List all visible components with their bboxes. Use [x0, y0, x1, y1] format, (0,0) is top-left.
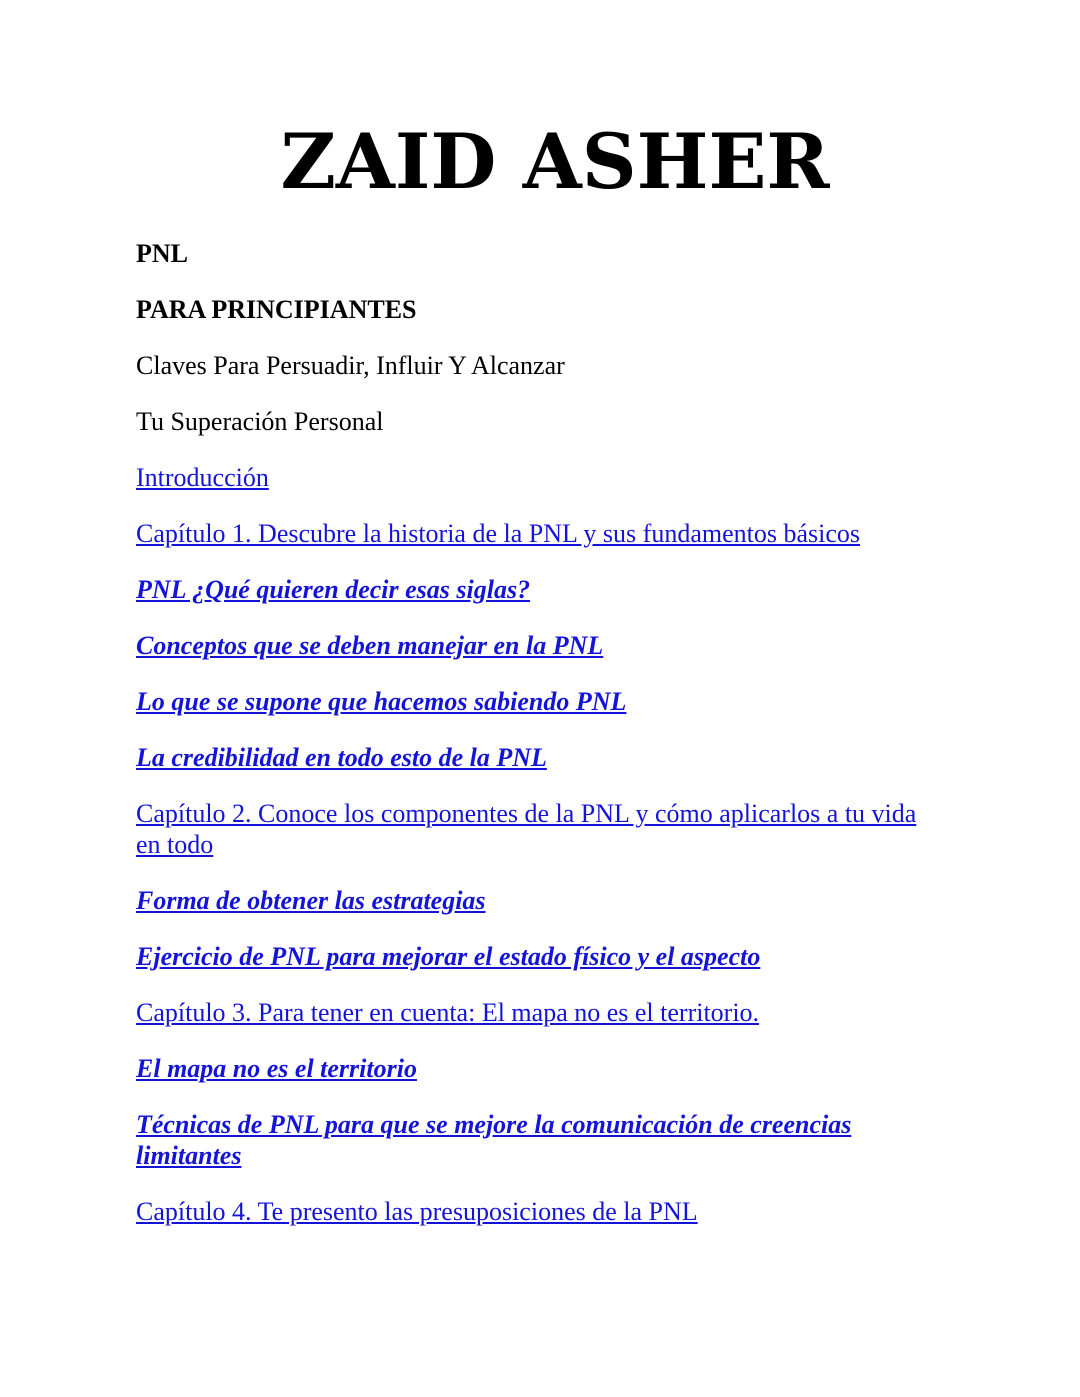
toc-section-link[interactable]: Conceptos que se deben manejar en la PNL: [136, 631, 604, 660]
toc-entry: [136, 1053, 936, 1084]
toc-entry: [136, 1196, 936, 1227]
toc-section-link[interactable]: Lo que se supone que hacemos sabiendo PNL: [136, 687, 627, 716]
toc-chapter-link[interactable]: Capítulo 3. Para tener en cuenta: El mapa no es el territorio.: [136, 998, 760, 1027]
toc-entry: [136, 686, 936, 717]
toc-chapter-link[interactable]: Capítulo 4. Te presento las presuposiciones de la PNL: [136, 1197, 698, 1226]
toc-section-link[interactable]: Forma de obtener las estrategias: [136, 886, 486, 915]
toc-entry: [136, 574, 936, 605]
toc-entry: [136, 742, 936, 773]
toc-section-link[interactable]: Técnicas de PNL para que se mejore la comunicación de creencias limitantes: [136, 1110, 852, 1170]
toc-entry: [136, 630, 936, 661]
toc-entry: [136, 997, 936, 1028]
toc-chapter-link[interactable]: Capítulo 1. Descubre la historia de la PNL y sus fundamentos básicos: [136, 519, 861, 548]
subtitle-line: PNL: [136, 239, 188, 268]
toc-entry: [136, 885, 936, 916]
toc-entry: [136, 798, 936, 860]
subtitle-line: PARA PRINCIPIANTES: [136, 295, 417, 324]
toc-entry: [136, 941, 936, 972]
tagline-line: Claves Para Persuadir, Influir Y Alcanzar: [136, 351, 565, 380]
toc-section-link[interactable]: El mapa no es el territorio: [136, 1054, 417, 1083]
book-author-title: ZAID ASHER: [280, 117, 830, 206]
toc-chapter-link[interactable]: Introducción: [136, 463, 269, 492]
toc-section-link[interactable]: Ejercicio de PNL para mejorar el estado físico y el aspecto: [136, 942, 761, 971]
document-body: [136, 238, 936, 1252]
toc-section-link[interactable]: La credibilidad en todo esto de la PNL: [136, 743, 547, 772]
table-of-contents: [136, 462, 936, 1227]
toc-section-link[interactable]: PNL ¿Qué quieren decir esas siglas?: [136, 575, 531, 604]
tagline-line: Tu Superación Personal: [136, 407, 384, 436]
toc-entry: [136, 518, 936, 549]
toc-entry: [136, 462, 936, 493]
toc-chapter-link[interactable]: Capítulo 2. Conoce los componentes de la PNL y cómo aplicarlos a tu vida en todo: [136, 799, 917, 859]
toc-entry: [136, 1109, 936, 1171]
